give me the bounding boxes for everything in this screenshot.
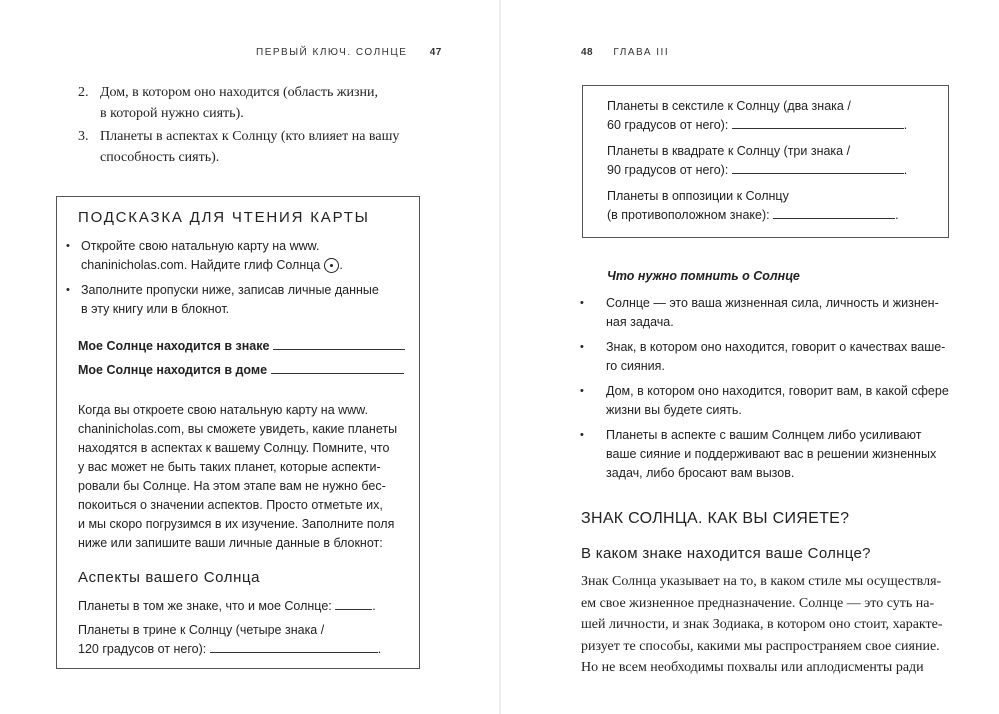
aspect-field bbox=[78, 597, 376, 616]
aspect-fill-line[interactable] bbox=[732, 116, 904, 129]
body-line: ризует те способы, какими мы распространяем свое сияние. bbox=[581, 638, 940, 654]
hint-paragraph bbox=[78, 401, 408, 553]
subsection-title: В каком знаке находится ваше Солнце? bbox=[581, 545, 871, 562]
paragraph-line: chaninicholas.com, вы сможете увидеть, какие планеты bbox=[78, 422, 398, 436]
aspect-fill-line[interactable] bbox=[210, 640, 378, 653]
paragraph-line: и мы скоро погрузимся в их изучение. Заполните поля bbox=[78, 517, 395, 531]
section-title: ЗНАК СОЛНЦА. КАК ВЫ СИЯЕТЕ? bbox=[581, 510, 850, 527]
bullet-line: Заполните пропуски ниже, записав личные данные bbox=[81, 283, 379, 297]
aspect-label: 90 градусов от него): bbox=[607, 163, 729, 177]
list-number: 2. bbox=[78, 85, 89, 100]
bullet-line: Солнце — это ваша жизненная сила, личность и жизнен- bbox=[606, 296, 939, 310]
hint-bullet: • Откройте свою натальную карту на www. chaninicholas.com. Найдите глиф Солнца . bbox=[66, 239, 343, 272]
page-number: 48 bbox=[581, 47, 594, 58]
bullet-line: ваше сияние и поддерживают вас в решении жизненных bbox=[606, 447, 937, 461]
aspect-fill-line[interactable] bbox=[732, 161, 904, 174]
aspect-label: Планеты в оппозиции к Солнцу bbox=[607, 189, 789, 203]
sign-field-label: Мое Солнце находится в знаке bbox=[78, 339, 270, 353]
aspect-field bbox=[607, 142, 907, 180]
body-line: Но не всем необходимы похвалы или аплодисменты ради bbox=[581, 660, 924, 675]
aspect-field bbox=[607, 187, 899, 225]
aspect-fill-line[interactable] bbox=[335, 597, 372, 610]
house-field bbox=[78, 361, 404, 380]
list-line: Планеты в аспектах к Солнцу (кто влияет на вашу bbox=[100, 129, 400, 144]
hint-bullet: • Заполните пропуски ниже, записав личные данные в эту книгу или в блокнот. bbox=[66, 283, 379, 316]
bullet-line: в эту книгу или в блокнот. bbox=[81, 302, 230, 316]
remember-title: Что нужно помнить о Солнце bbox=[607, 269, 800, 283]
body-paragraph bbox=[581, 571, 961, 679]
right-page bbox=[501, 0, 999, 714]
bullet-line: задач, либо бросают вам вызов. bbox=[606, 466, 795, 480]
list-line: в которой нужно сиять). bbox=[100, 106, 244, 121]
list-item bbox=[78, 126, 421, 168]
aspect-label: Планеты в квадрате к Солнцу (три знака / bbox=[607, 144, 851, 158]
paragraph-line: ровали бы Солнце. На этом этапе вам не нужно бес- bbox=[78, 479, 386, 493]
remember-bullet: • Дом, в котором оно находится, говорит вам, в какой сфере жизни вы будете сиять. bbox=[580, 384, 949, 417]
aspect-fill-line[interactable] bbox=[773, 206, 895, 219]
list-line: Дом, в котором оно находится (область жизни, bbox=[100, 85, 379, 100]
aspect-end: . bbox=[903, 118, 908, 132]
bullet-line: Знак, в котором оно находится, говорит о качествах ваше- bbox=[606, 340, 946, 354]
running-head-title: ГЛАВА III bbox=[613, 47, 670, 58]
aspect-label: Планеты в трине к Солнцу (четыре знака / bbox=[78, 623, 325, 637]
sign-field bbox=[78, 337, 405, 356]
bullet-line: го сияния. bbox=[606, 359, 665, 373]
paragraph-line: ниже или запишите ваши личные данные в блокнот: bbox=[78, 536, 383, 550]
aspect-field bbox=[78, 621, 381, 659]
sign-fill-line[interactable] bbox=[273, 337, 405, 350]
aspect-end: . bbox=[895, 208, 899, 222]
aspect-label: (в противоположном знаке): bbox=[607, 208, 770, 222]
list-line: способность сиять). bbox=[100, 150, 220, 165]
list-number: 3. bbox=[78, 129, 89, 144]
remember-bullet: • Планеты в аспекте с вашим Солнцем либо усиливают ваше сияние и поддерживают вас в решении жизненных задач, либо бросают вам вызов. bbox=[580, 428, 937, 480]
running-head-right bbox=[581, 47, 669, 58]
aspect-end: . bbox=[377, 642, 382, 656]
aspect-label: 60 градусов от него): bbox=[607, 118, 729, 132]
hint-box-title: ПОДСКАЗКА ДЛЯ ЧТЕНИЯ КАРТЫ bbox=[78, 209, 370, 226]
remember-bullet: • Знак, в котором оно находится, говорит о качествах ваше- го сияния. bbox=[580, 340, 946, 373]
house-fill-line[interactable] bbox=[271, 361, 404, 374]
bullet-line: chaninicholas.com. Найдите глиф Солнца bbox=[81, 258, 321, 272]
aspects-box bbox=[582, 85, 949, 238]
paragraph-line: покоиться о значении аспектов. Просто отметьте их, bbox=[78, 498, 383, 512]
running-head-left bbox=[256, 47, 442, 58]
house-field-label: Мое Солнце находится в доме bbox=[78, 363, 268, 377]
bullet-line: жизни вы будете сиять. bbox=[606, 403, 742, 417]
bullet-line: Планеты в аспекте с вашим Солнцем либо усиливают bbox=[606, 428, 922, 442]
left-page bbox=[0, 0, 499, 714]
paragraph-line: у вас может не быть таких планет, которые аспекти- bbox=[78, 460, 381, 474]
page-number: 47 bbox=[429, 47, 442, 58]
running-head-title: ПЕРВЫЙ КЛЮЧ. СОЛНЦЕ bbox=[256, 47, 408, 58]
aspect-label: 120 градусов от него): bbox=[78, 642, 207, 656]
body-line: ем свое жизненное предназначение. Солнце — это суть на- bbox=[581, 595, 935, 611]
body-line: Знак Солнца указывает на то, в каком стиле мы осуществля- bbox=[581, 574, 942, 589]
aspect-end: . bbox=[903, 163, 908, 177]
hint-box bbox=[56, 196, 420, 669]
aspects-title: Аспекты вашего Солнца bbox=[78, 569, 261, 586]
bullet-line: Откройте свою натальную карту на www. bbox=[81, 239, 320, 253]
bullet-end: . bbox=[339, 258, 343, 272]
paragraph-line: находятся в аспектах к вашему Солнцу. Помните, что bbox=[78, 441, 390, 455]
aspect-field bbox=[607, 97, 907, 135]
aspect-label: Планеты в секстиле к Солнцу (два знака / bbox=[607, 99, 851, 113]
body-line: шей личности, и знак Зодиака, в котором оно стоит, характе- bbox=[581, 617, 943, 632]
paragraph-line: Когда вы откроете свою натальную карту на www. bbox=[78, 403, 368, 417]
bullet-line: Дом, в котором оно находится, говорит вам, в какой сфере bbox=[606, 384, 949, 398]
list-item bbox=[78, 82, 421, 124]
bullet-line: ная задача. bbox=[606, 315, 674, 329]
aspect-end: . bbox=[372, 599, 376, 613]
remember-bullet: • Солнце — это ваша жизненная сила, личность и жизнен- ная задача. bbox=[580, 296, 939, 329]
sun-glyph-icon bbox=[324, 258, 339, 273]
aspect-label: Планеты в том же знаке, что и мое Солнце: bbox=[78, 599, 332, 613]
